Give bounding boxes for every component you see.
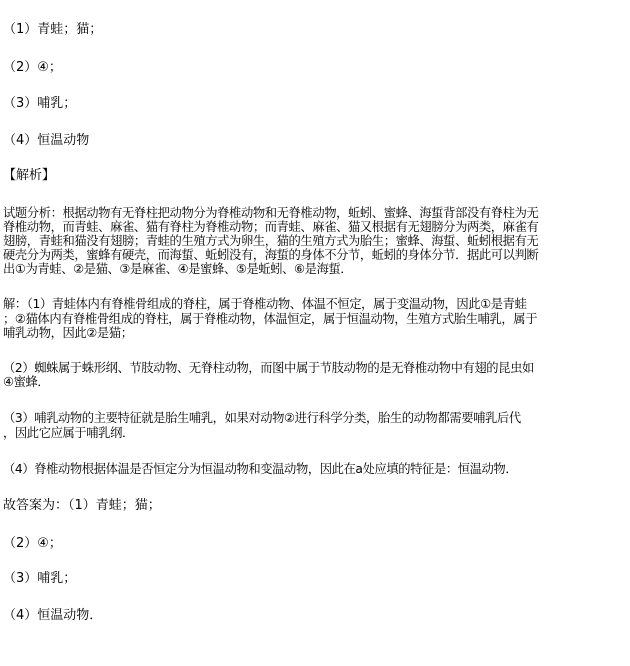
analysis-line-1: 试题分析：根据动物有无脊柱把动物分为脊椎动物和无脊椎动物，蚯蚓、蜜蜂、海蜇背部没有脊柱为无 [3,206,539,220]
analysis-line-3: 翅膀，青蛙和猫没有翅膀；青蛙的生殖方式为卵生，猫的生殖方式为胎生；蜜蜂、海蜇、蚯蚓根据有无 [3,234,539,248]
final-answer-2: （2）④； [3,536,62,551]
analysis-heading: 【解析】 [3,168,56,183]
solution-2-line-2: ④蜜蜂． [3,375,50,389]
solution-1-line-1: 解：（1）青蛙体内有脊椎骨组成的脊柱，属于脊椎动物、体温不恒定，属于变温动物，因此①是青蛙 [3,297,527,311]
solution-3-line-1: （3）哺乳动物的主要特征就是胎生哺乳，如果对动物②进行科学分类，胎生的动物都需要哺乳后代 [3,411,521,425]
solution-4-line: （4）脊椎动物根据体温是否恒定分为恒温动物和变温动物，因此在a处应填的特征是：恒温动物． [3,462,518,476]
final-answer-4: （4）恒温动物． [3,608,103,623]
final-answer-3: （3）哺乳； [3,571,77,586]
answer-3: （3）哺乳； [3,96,77,111]
analysis-line-5: 出①为青蛙、②是猫、③是麻雀、④是蜜蜂、⑤是蚯蚓、⑥是海蜇． [3,262,353,276]
solution-1-line-3: 哺乳动物，因此②是猫； [3,326,133,340]
solution-2-line-1: （2）蜘蛛属于蛛形纲、节肢动物、无脊柱动物，而图中属于节肢动物的是无脊椎动物中有翅的昆虫如 [3,361,534,375]
final-answer-intro: 故答案为：（1）青蛙；猫； [3,498,161,513]
answer-2: （2）④； [3,60,62,75]
solution-1-line-2: ；②猫体内有脊椎骨组成的脊柱，属于脊椎动物，体温恒定，属于恒温动物，生殖方式胎生哺乳，属于 [3,312,538,326]
analysis-line-4: 硬壳分为两类，蜜蜂有硬壳，而海蜇、蚯蚓没有，海蜇的身体不分节，蚯蚓的身体分节．据此可以判断 [3,248,539,262]
analysis-line-2: 脊椎动物，而青蛙、麻雀、猫有脊柱为脊椎动物；而青蛙、麻雀、猫又根据有无翅膀分为两类，麻雀有 [3,220,539,234]
answer-4: （4）恒温动物 [3,133,90,148]
solution-3-line-2: ，因此它应属于哺乳纲． [3,426,134,440]
answer-1: （1）青蛙；猫； [3,22,103,37]
